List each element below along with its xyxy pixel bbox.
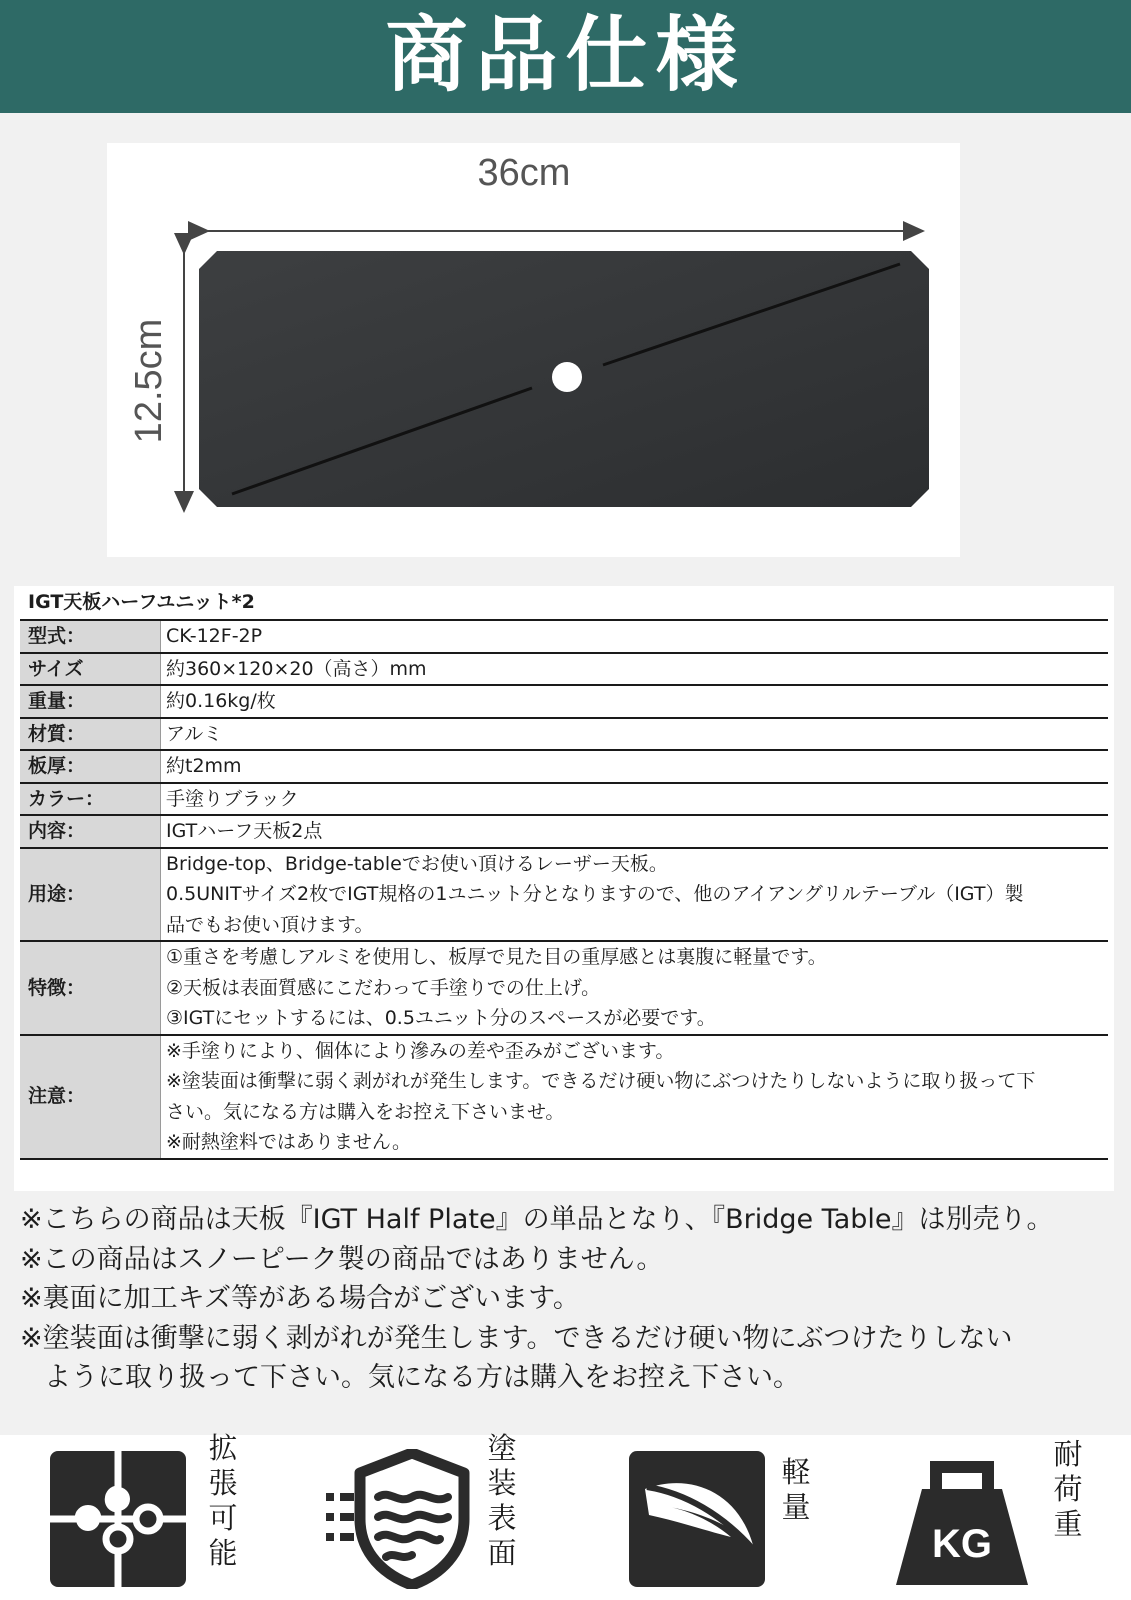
spec-value xyxy=(161,750,1109,783)
page-title: 商品仕様 xyxy=(385,8,746,103)
spec-row xyxy=(20,783,1108,816)
feature-label-lightweight: 軽 量 xyxy=(781,1455,811,1524)
spec-value-line: 手塗りブラック xyxy=(166,787,299,810)
width-label: 36cm xyxy=(477,152,571,194)
kg-icon-text: KG xyxy=(932,1522,992,1566)
spec-row xyxy=(20,718,1108,751)
spec-value-line: アルミ xyxy=(166,722,223,745)
spec-value-line: ※手塗りにより、個体により滲みの差や歪みがございます。 xyxy=(166,1039,675,1062)
height-label: 12.5cm xyxy=(128,318,170,444)
spec-table-section xyxy=(14,586,1114,1191)
spec-row xyxy=(20,750,1108,783)
spec-value-line: 約0.16kg/枚 xyxy=(166,690,276,712)
spec-label: 材質： xyxy=(20,718,161,751)
product-image xyxy=(107,143,960,557)
spec-value-line: 品でもお使い頂けます。 xyxy=(166,913,374,936)
spec-value xyxy=(161,783,1109,816)
spec-value xyxy=(161,1035,1109,1159)
product-diagram xyxy=(107,143,960,557)
shield-icon xyxy=(324,1449,484,1589)
spec-value-line: 0.5UNITサイズ2枚でIGT規格の1ユニット分となりますので、他のアイアングリルテーブル（IGT）製 xyxy=(166,883,1024,905)
spec-label: 内容： xyxy=(20,815,161,848)
spec-value-line: Bridge-top、Bridge-tableでお使い頂けるレーザー天板。 xyxy=(166,852,668,875)
spec-value xyxy=(161,653,1109,686)
spec-value-line: ※耐熱塗料ではありません。 xyxy=(166,1131,412,1153)
spec-label: 特徴： xyxy=(20,941,161,1035)
spec-value-line: ※塗装面は衝撃に弱く剥がれが発生します。できるだけ硬い物にぶつけたりしないように取り扱って下 xyxy=(166,1070,1036,1092)
spec-value-line: さい。気になる方は購入をお控え下さいませ。 xyxy=(166,1100,565,1123)
spec-row xyxy=(20,1035,1108,1159)
spec-label: 用途： xyxy=(20,848,161,942)
note-line: ※裏面に加工キズ等がある場合がございます。 xyxy=(20,1283,580,1314)
spec-label: サイズ xyxy=(20,653,161,686)
header-banner xyxy=(0,0,1131,113)
spec-value xyxy=(161,620,1109,653)
spec-value xyxy=(161,815,1109,848)
feature-label-expandable: 拡 張 可 能 xyxy=(208,1431,238,1570)
spec-title: IGT天板ハーフユニット*2 xyxy=(28,591,255,613)
spec-row xyxy=(20,848,1108,942)
spec-table xyxy=(20,619,1108,1160)
spec-label: カラー： xyxy=(20,783,161,816)
spec-row xyxy=(20,620,1108,653)
spec-value-line: IGTハーフ天板2点 xyxy=(166,820,323,842)
note-line: ※この商品はスノーピーク製の商品ではありません。 xyxy=(20,1243,664,1275)
spec-label: 型式： xyxy=(20,620,161,653)
spec-label: 板厚： xyxy=(20,750,161,783)
spec-value-line: ①重さを考慮しアルミを使用し、板厚で見た目の重厚感とは裏腹に軽量です。 xyxy=(166,946,827,968)
feather-icon xyxy=(627,1449,767,1589)
note-line: ※こちらの商品は天板『IGT Half Plate』の単品となり、『Bridge Table』は別売り。 xyxy=(20,1204,1054,1235)
spec-value xyxy=(161,941,1109,1035)
spec-row xyxy=(20,941,1108,1035)
spec-value-line: ②天板は表面質感にこだわって手塗りでの仕上げ。 xyxy=(166,976,601,999)
spec-label: 注意： xyxy=(20,1035,161,1159)
spec-value-line: 約360×120×20（高さ）mm xyxy=(166,657,427,680)
kg-weight-icon xyxy=(892,1449,1032,1589)
spec-row xyxy=(20,685,1108,718)
spec-value-line: 約t2mm xyxy=(166,755,242,777)
feature-label-load-capacity: 耐 荷 重 xyxy=(1053,1437,1083,1541)
notes xyxy=(20,1200,1120,1398)
spec-value xyxy=(161,685,1109,718)
note-line: ように取り扱って下さい。気になる方は購入をお控え下さい。 xyxy=(44,1362,800,1393)
spec-value-line: CK-12F-2P xyxy=(166,625,263,647)
spec-row xyxy=(20,815,1108,848)
puzzle-icon xyxy=(48,1449,188,1589)
spec-label: 重量： xyxy=(20,685,161,718)
note-line: ※塗装面は衝撃に弱く剥がれが発生します。できるだけ硬い物にぶつけたりしない xyxy=(20,1322,1013,1354)
spec-row xyxy=(20,653,1108,686)
spec-value xyxy=(161,718,1109,751)
feature-strip xyxy=(0,1431,1131,1600)
plate-hole xyxy=(552,362,582,392)
spec-value xyxy=(161,848,1109,942)
feature-label-coating: 塗 装 表 面 xyxy=(487,1431,517,1570)
spec-value-line: ③IGTにセットするには、0.5ユニット分のスペースが必要です。 xyxy=(166,1007,716,1029)
